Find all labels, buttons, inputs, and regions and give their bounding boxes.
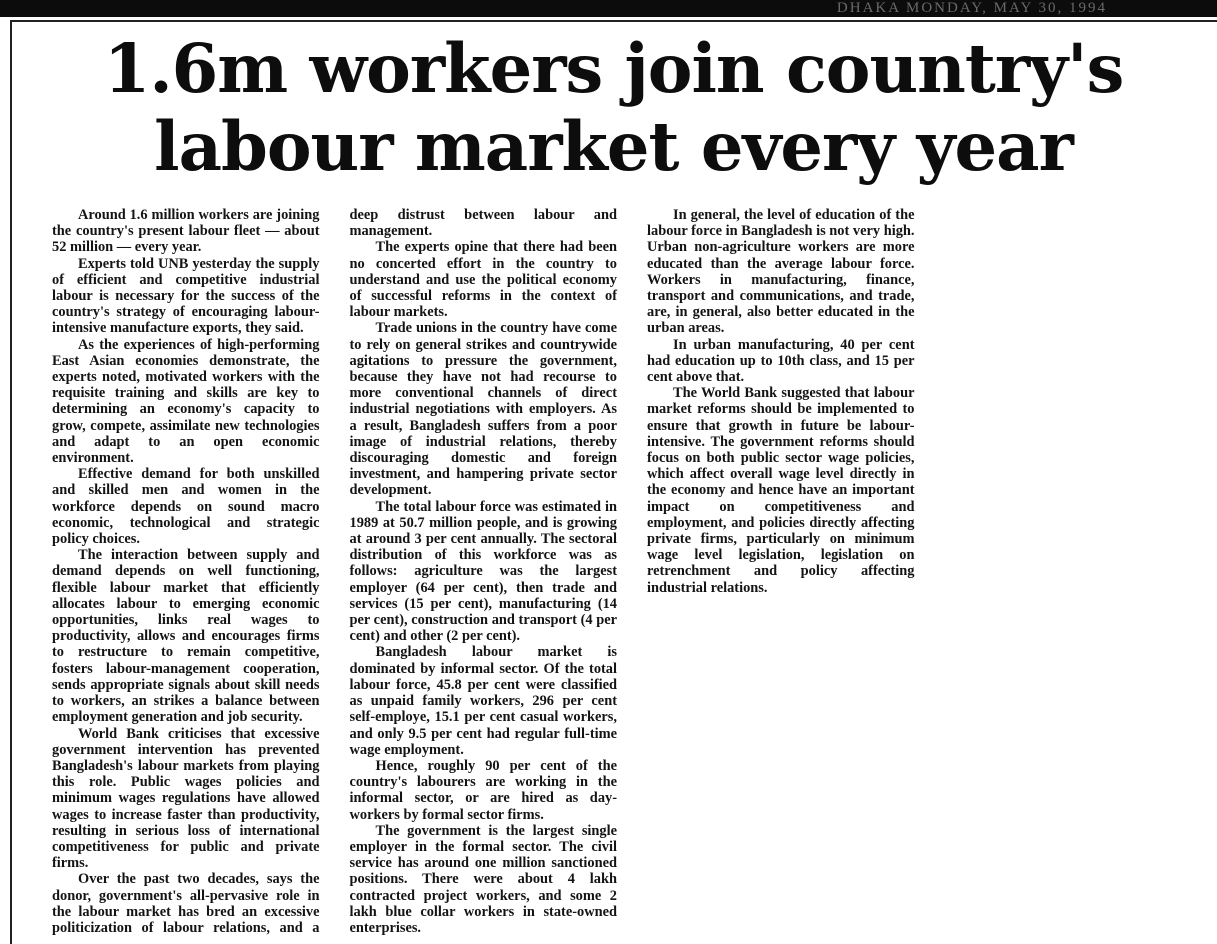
article-paragraph: Trade unions in the country have come to rely on general strikes and countrywide agitations to pressure the government, because they have not had recourse to more conventional channels of direct industrial negotiations with employers. As a result, Bangladesh suffers from a poor image of industrial relations, thereby discouraging domestic and foreign investment, and hampering private sector development.: [349, 320, 617, 499]
article-paragraph: The interaction between supply and demand depends on well functioning, flexible labour market that efficiently allocates labour to emerging economic opportunities, links real wages to productivity, allows and encourages firms to restructure to remain competitive, fosters labour-management cooperation, sends appropriate signals about skill needs to workers, an strikes a balance between employment generation and job security.: [52, 547, 320, 726]
article-paragraph: Effective demand for both unskilled and skilled men and women in the workforce depends on sound macro economic, technological and strategic policy choices.: [52, 466, 320, 548]
article-paragraph: The experts opine that there had been no concerted effort in the country to understand and use the political economy of successful reforms in the context of labour markets.: [349, 239, 617, 321]
article-headline: [10, 30, 1217, 186]
article-paragraph: Experts told UNB yesterday the supply of efficient and competitive industrial labour is necessary for the success of the country's strategy of encouraging labour-intensive manufacture exports, they said.: [52, 255, 320, 337]
article-paragraph: World Bank criticises that excessive government intervention has prevented Bangladesh's labour markets from playing this role. Public wages policies and minimum wages regulations have allowed wages to increase faster than productivity, resulting in serious loss of international competitiveness for public and private firms.: [52, 725, 320, 872]
article-paragraph: In general, the level of education of the labour force in Bangladesh is not very high. Urban non-agriculture workers are more educated than the average labour force. Workers in manufacturing, finance, transport and communications, and trade, are, in general, also better educated in the urban areas.: [647, 207, 915, 337]
masthead-dateline: DHAKA MONDAY, MAY 30, 1994: [0, 0, 1217, 17]
article-body: [52, 207, 1212, 944]
article-paragraph: In urban manufacturing, 40 per cent had education up to 10th class, and 15 per cent above that.: [647, 336, 915, 386]
headline-line-2: labour market every year: [154, 107, 1073, 186]
headline-line-1: 1.6m workers join country's: [103, 29, 1124, 108]
article-paragraph: Over the past two decades, says the donor, government's all-pervasive role in the labour market has bred an excessive politicization of labour relations, and a deep distrust between labour and management.: [52, 207, 617, 936]
article-paragraph: The World Bank suggested that labour market reforms should be implemented to ensure that growth in future be labour-intensive. The government reforms should focus on both public sector wage policies, which affect overall wage level directly in the economy and hence have an important impact on competitiveness and employment, and policies directly affecting private firms, particularly on minimum wage level legislation, legislation on retrenchment and policy affecting industrial relations.: [647, 385, 915, 596]
article-paragraph: The government is the largest single employer in the formal sector. The civil service has around one million sanctioned positions. There were about 4 lakh contracted project workers, and some 2 lakh blue collar workers in state-owned enterprises.: [349, 822, 617, 936]
article-paragraph: Bangladesh labour market is dominated by informal sector. Of the total labour force, 45.8 per cent were classified as unpaid family workers, 296 per cent self-employe, 15.1 per cent casual workers, and only 9.5 per cent had regular full-time wage employment.: [349, 644, 617, 758]
article-paragraph: Around 1.6 million workers are joining the country's present labour fleet — about 52 million — every year.: [52, 207, 320, 256]
article-paragraph: The total labour force was estimated in 1989 at 50.7 million people, and is growing at around 3 per cent annually. The sectoral distribution of this workforce was as follows: agriculture was the largest employer (64 per cent), then trade and services (15 per cent), manufacturing (14 per cent), construction and transport (4 per cent) and other (2 per cent).: [349, 498, 617, 645]
article-paragraph: Hence, roughly 90 per cent of the country's labourers are working in the informal sector, or are hired as day-workers by formal sector firms.: [349, 757, 617, 823]
article-paragraph: As the experiences of high-performing East Asian economies demonstrate, the experts noted, motivated workers with the requisite training and skills are key to determining an economy's capacity to grow, compete, assimilate new technologies and adapt to an open economic environment.: [52, 336, 320, 467]
